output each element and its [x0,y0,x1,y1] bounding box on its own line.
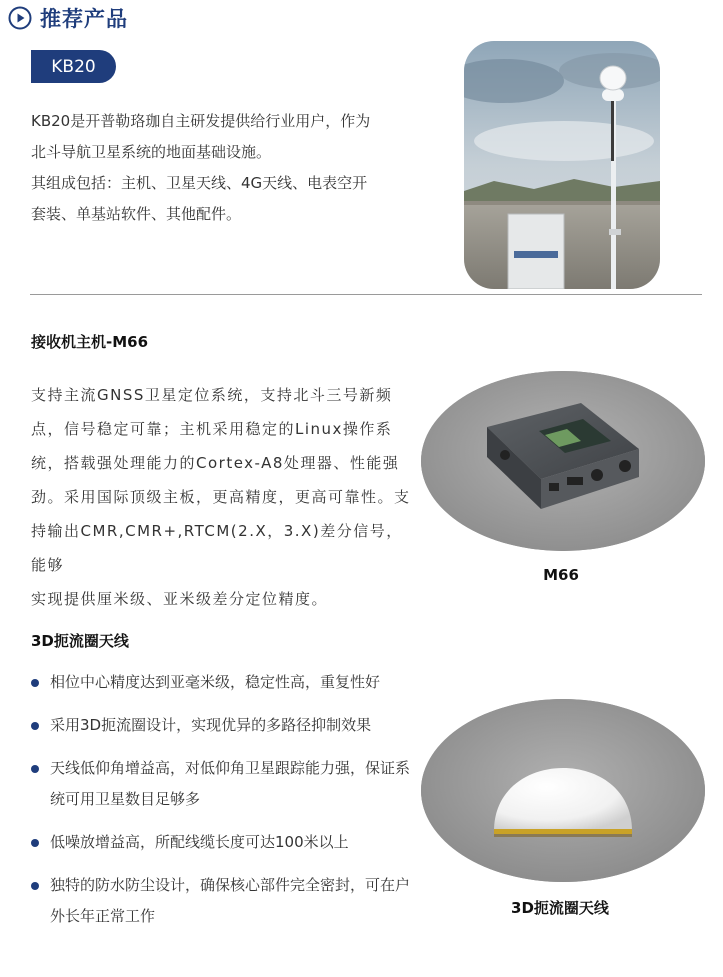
receiver-line: 统，搭载强处理能力的Cortex-A8处理器、性能强 [31,454,400,472]
kb20-station-photo [464,41,660,289]
feature-text: 天线低仰角增益高，对低仰角卫星跟踪能力强，保证系统可用卫星数目足够多 [50,759,411,808]
receiver-line: 支持主流GNSS卫星定位系统，支持北斗三号新频 [31,386,393,404]
list-item [31,753,413,815]
bullet-icon [31,839,39,847]
play-circle-icon [8,6,32,30]
product-intro [31,106,411,230]
feature-text: 采用3D扼流圈设计，实现优异的多路径抑制效果 [50,716,372,734]
antenna-title: 3D扼流圈天线 [31,632,129,650]
list-item [31,667,413,698]
feature-text: 独特的防水防尘设计，确保核心部件完全密封，可在户外长年正常工作 [50,876,411,925]
receiver-line: 实现提供厘米级、亚米级差分定位精度。 [31,590,329,608]
bullet-icon [31,765,39,773]
receiver-line: 劲。采用国际顶级主板，更高精度，更高可靠性。支 [31,488,411,506]
m66-caption: M66 [543,566,579,584]
feature-text: 相位中心精度达到亚毫米级，稳定性高，重复性好 [50,673,381,691]
intro-line: 套装、单基站软件、其他配件。 [31,205,242,223]
intro-line: 北斗导航卫星系统的地面基础设施。 [31,143,272,161]
feature-text: 低噪放增益高，所配线缆长度可达100米以上 [50,833,349,851]
bullet-icon [31,679,39,687]
list-item [31,870,413,932]
receiver-title: 接收机主机-M66 [31,333,149,351]
intro-line: 其组成包括：主机、卫星天线、4G天线、电表空开 [31,174,368,192]
antenna-caption: 3D扼流圈天线 [511,899,609,917]
page-title: 推荐产品 [40,7,128,31]
antenna-product-image [421,699,705,882]
intro-line: KB20是开普勒珞珈自主研发提供给行业用户，作为 [31,112,371,130]
section-header [8,4,128,32]
section-divider [30,294,702,295]
list-item [31,827,413,858]
receiver-line: 持输出CMR,CMR+,RTCM(2.X，3.X)差分信号，能够 [31,522,403,574]
receiver-description [31,378,413,616]
bullet-icon [31,882,39,890]
antenna-feature-list [31,667,413,932]
model-badge: KB20 [31,50,116,83]
bullet-icon [31,722,39,730]
list-item [31,710,413,741]
m66-product-image [421,371,705,551]
receiver-line: 点，信号稳定可靠；主机采用稳定的Linux操作系 [31,420,393,438]
